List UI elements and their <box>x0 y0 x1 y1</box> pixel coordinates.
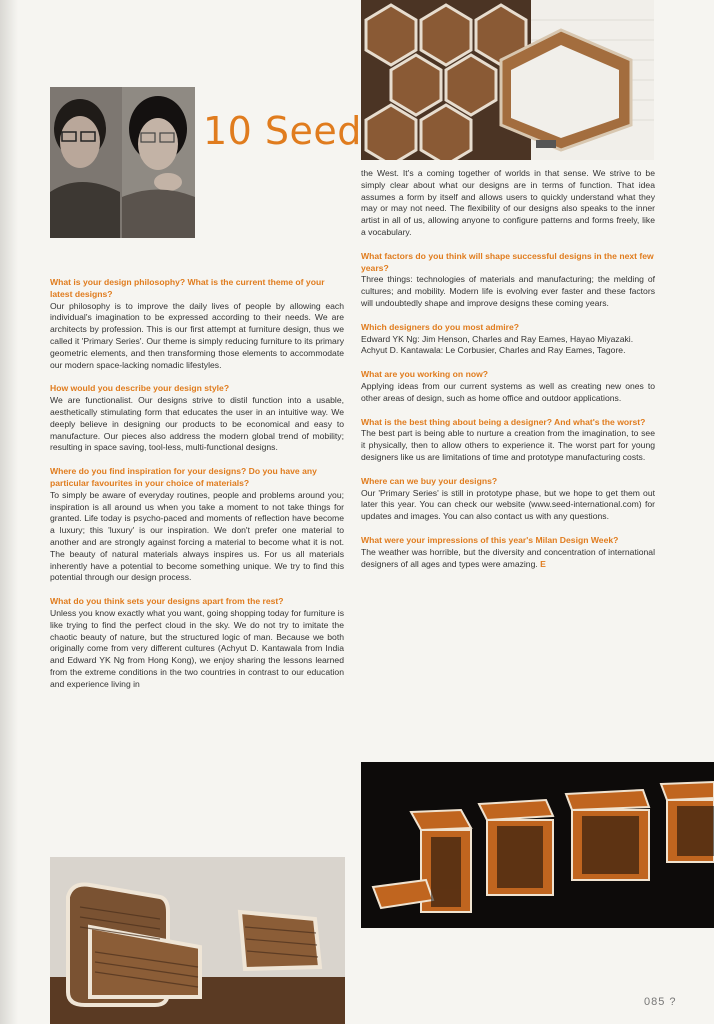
qa-block <box>50 383 344 454</box>
answer: Achyut D. Kantawala: Le Corbusier, Charles and Ray Eames, Tagore. <box>361 345 626 356</box>
answer: Our 'Primary Series' is still in prototype phase, but we hope to get them out later this year. You can check our website (www.seed-international.com) for updates and images. You can also contact us with any questions. <box>361 487 655 522</box>
qa-block <box>50 277 344 371</box>
designers-portrait <box>50 87 195 238</box>
end-mark: E <box>540 558 546 569</box>
answer: Three things: technologies of materials and manufacturing; the melding of cultures; and mobility. Modern life is evolving ever faster and these factors will undoubtedly shape and improve designs these coming years. <box>361 274 655 308</box>
hexagon-shelf-photo <box>361 0 654 160</box>
question: What were your impressions of this year's Milan Design Week? <box>361 534 619 545</box>
answer: To simply be aware of everyday routines, people and problems around you; inspiration is all around us when you take a moment to not take things for granted. Life today is psycho-paced and moments of reflection have become a luxury; this 'luxury' is our inspiration. We don't prefer one material to another and are strongly against forcing a material to become what it is not. The beauty of natural materials always inspires us. For us all materials inherently have a potential to become something unique. We try to find this potential through our design process. <box>50 489 344 583</box>
page-number: 085 ? <box>644 996 677 1008</box>
qa-block <box>50 596 344 690</box>
qa-block <box>361 417 655 464</box>
answer-continued: the West. It's a coming together of worlds in that sense. We strive to be simply clear about what our designs are in terms of function. That idea assumes a form by itself and allows users to quickly understand what they may or may not need. The flexibility of our designs also speaks to the inner artist in all of us, allowing anyone to configure patterns and forms freely, like a vocabulary. <box>361 168 655 237</box>
answer: Edward YK Ng: Jim Henson, Charles and Ray Eames, Hayao Miyazaki. <box>361 333 634 344</box>
answer: The best part is being able to nurture a creation from the imagination, to see it physically, then to allow others to experience it. The worst part for young designers like us are limitations of time and prototype manufacturing costs. <box>361 428 655 462</box>
question: What are you working on now? <box>361 369 488 380</box>
answer: Our philosophy is to improve the daily lives of people by allowing each individual's imagination to be expressed according to their needs. We are architects by profession. This is our first attempt at furniture design, thus we called it 'Primary Series'. Our theme is simply reducing furniture to its primary geometric elements, and then transforming those elements to accommodate our modern space-lacking nomadic lifestyles. <box>50 300 344 370</box>
answer-text: The weather was horrible, but the diversity and concentration of international designers of all ages and types were amazing. <box>361 546 655 569</box>
answer <box>361 547 655 571</box>
question: Where do you find inspiration for your designs? Do you have any particular favourites in your choice of materials? <box>50 466 317 488</box>
qa-block <box>361 369 655 404</box>
qa-continuation <box>361 168 655 239</box>
question: What do you think sets your designs apart from the rest? <box>50 596 284 607</box>
right-text-column <box>361 168 655 582</box>
page-gutter-shadow <box>0 0 18 1024</box>
left-text-column <box>50 277 344 703</box>
nesting-tables-photo <box>361 762 714 928</box>
answer: Applying ideas from our current systems as well as creating new ones to other areas of design, such as home office and outdoor applications. <box>361 380 655 403</box>
question: What is your design philosophy? What is the current theme of your latest designs? <box>50 277 325 299</box>
article-title: 10 Seed <box>203 109 362 154</box>
question: What factors do you think will shape successful designs in the next few years? <box>361 250 654 273</box>
question: How would you describe your design style? <box>50 383 230 394</box>
qa-block <box>361 322 655 357</box>
lounge-chair-photo <box>50 857 345 1024</box>
qa-block <box>50 466 344 584</box>
qa-block <box>361 535 655 570</box>
question: Which designers do you most admire? <box>361 321 520 332</box>
answer: Unless you know exactly what you want, going shopping today for furniture is like trying to find the perfect cloud in the sky. We do not try to imitate the chaotic beauty of nature, but the structured logic of man. Because we both originally come from very different cultures (Achyut D. Kantawala from India and Edward YK Ng from Hong Kong), we enjoy sharing the lessons learned from the extreme conditions in the two countries in contrast to our education and experience living in <box>50 607 344 689</box>
qa-block <box>361 476 655 523</box>
answer: We are functionalist. Our designs strive to distil function into a usable, aesthetically stimulating form that educates the user in an intuitive way. We deeply believe in designing our products to be economical and easy to manufacture. Our pieces also address the modern global trend of mobility; resulting in space saving, tool-less, multi-functional designs. <box>50 395 344 453</box>
question: Where can we buy your designs? <box>361 475 498 486</box>
question: What is the best thing about being a designer? And what's the worst? <box>361 416 646 427</box>
qa-block <box>361 251 655 310</box>
